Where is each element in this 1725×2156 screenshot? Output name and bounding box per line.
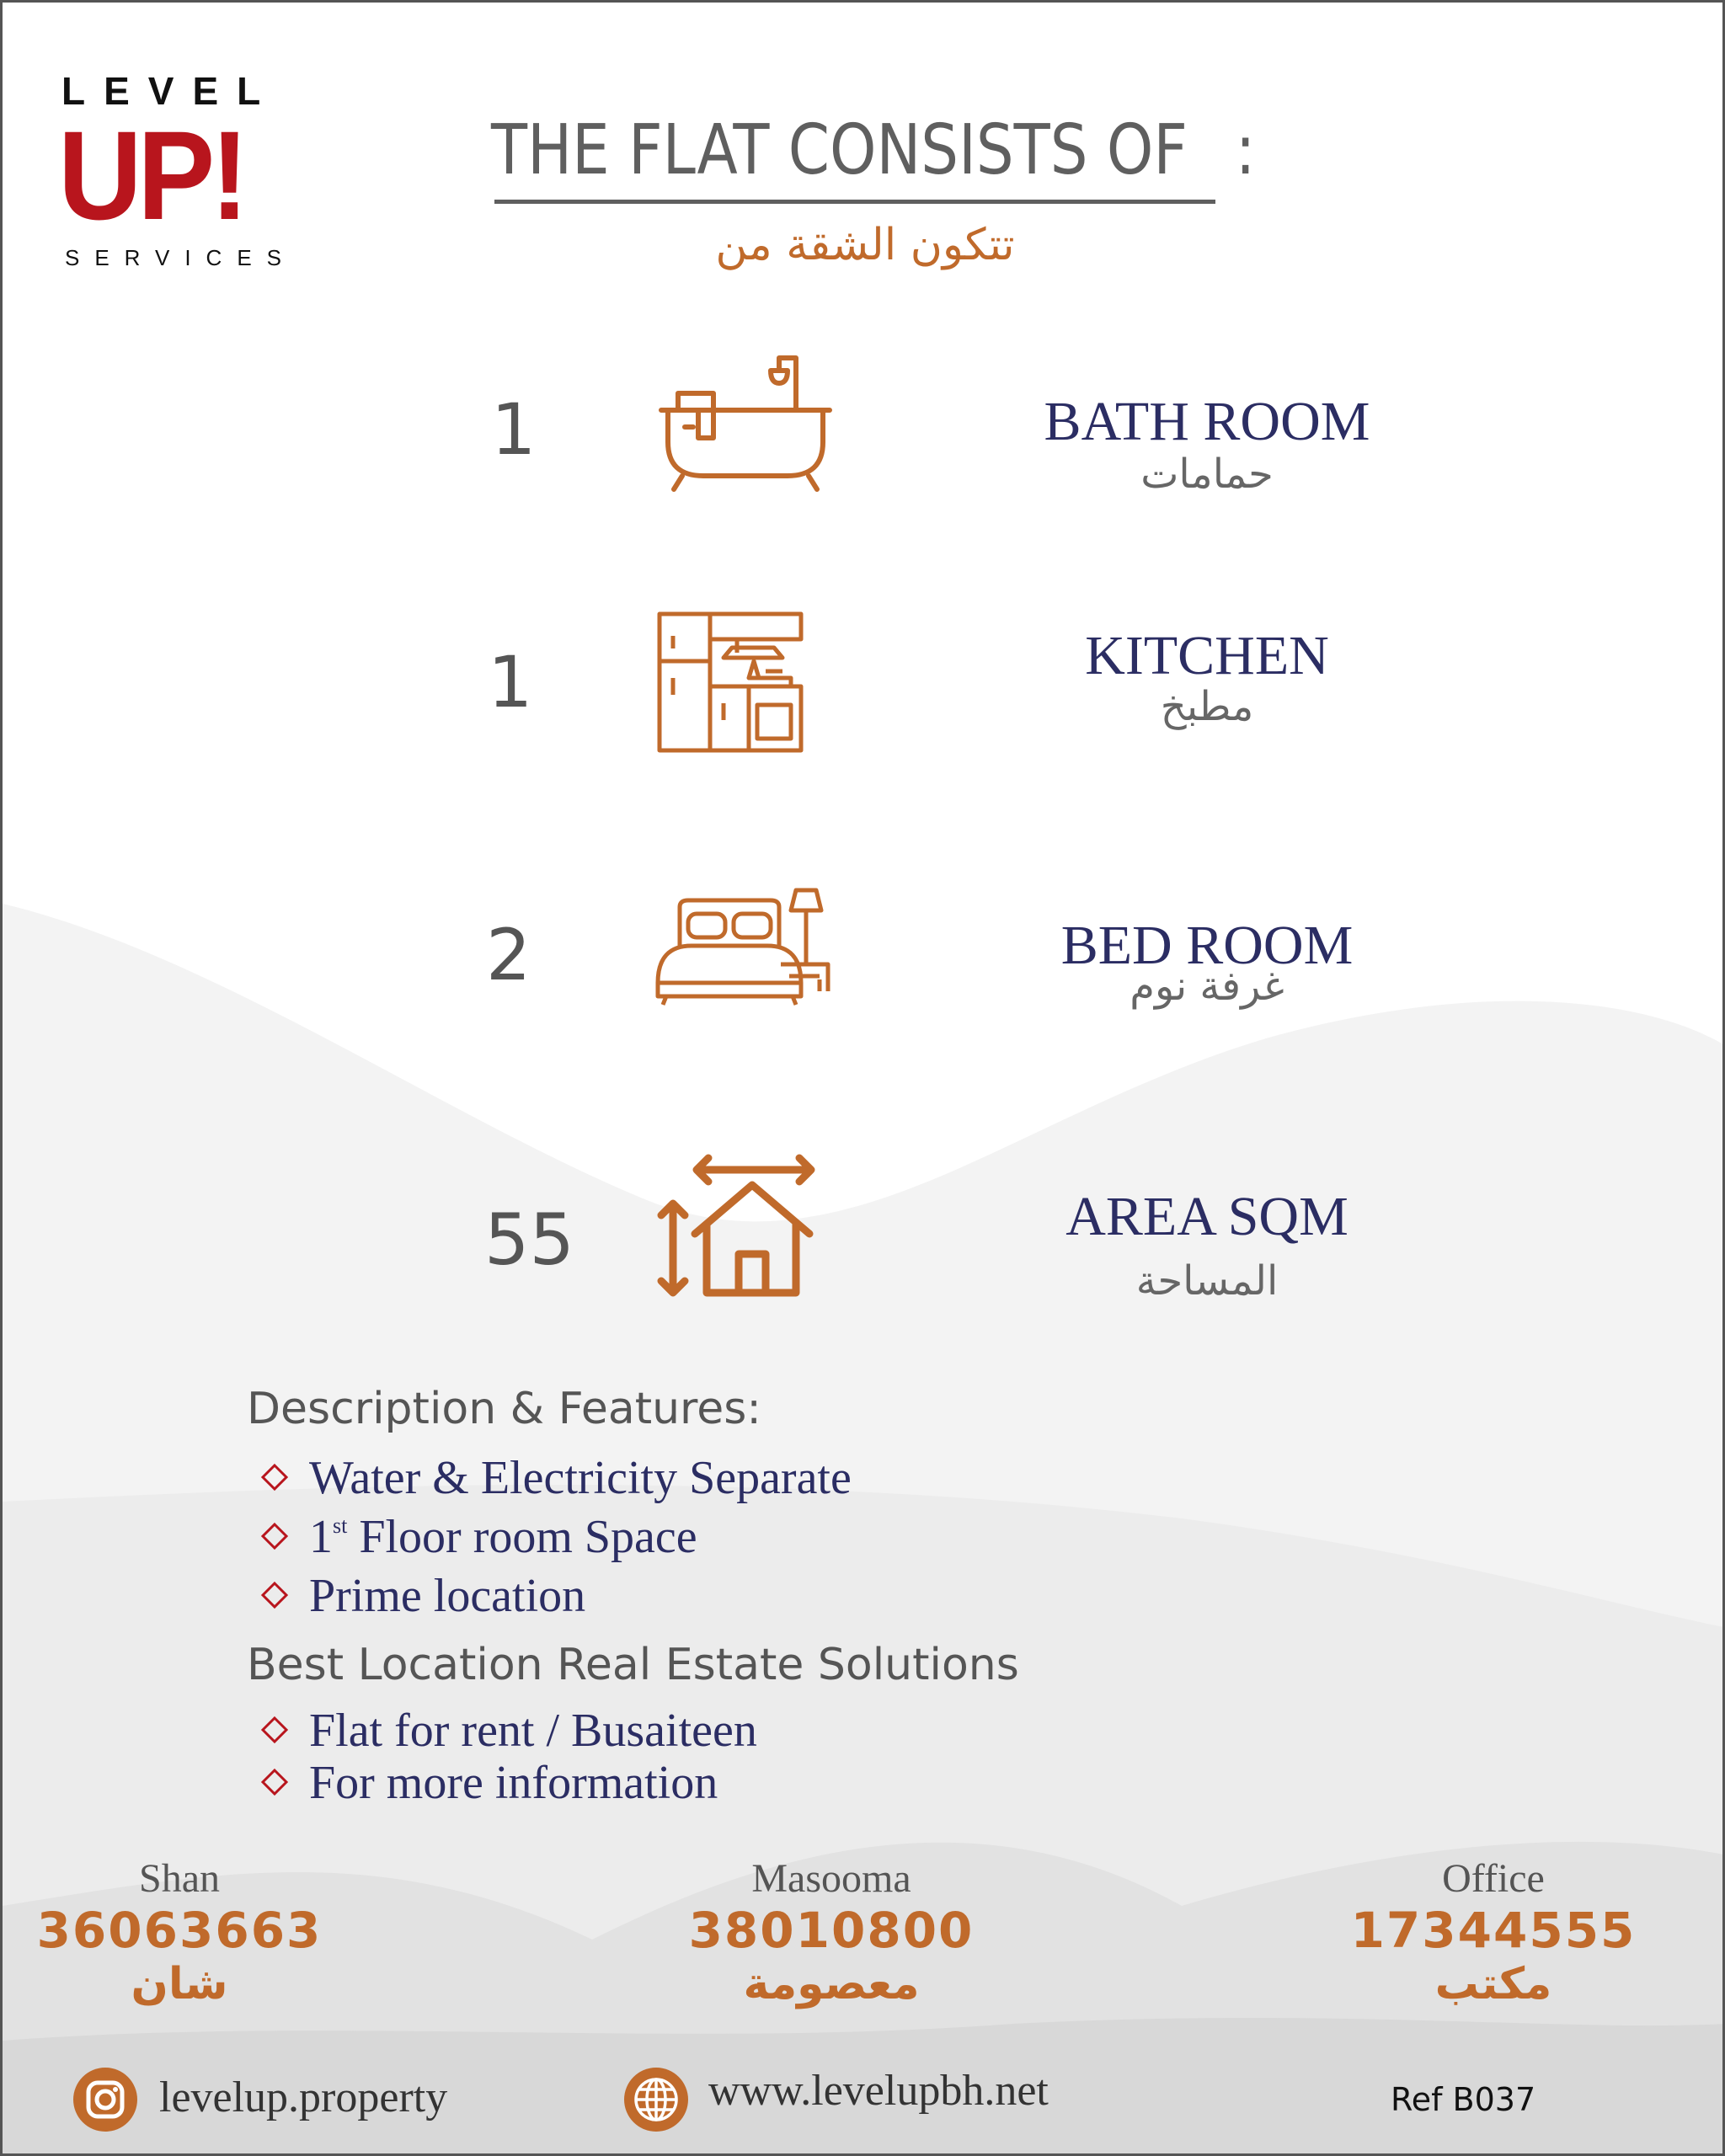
contact-name: Shan — [139, 1856, 220, 1901]
heading-colon: : — [1235, 110, 1256, 190]
contact-masooma — [688, 1855, 975, 2009]
contact-name: Masooma — [751, 1856, 911, 1901]
diamond-bullet-icon — [260, 1463, 289, 1492]
description-title: Description & Features: — [247, 1384, 761, 1434]
globe-icon[interactable] — [622, 2066, 690, 2133]
heading-title — [491, 110, 1256, 190]
contact-arabic: مكتب — [1434, 1959, 1552, 2009]
bathroom-label: BATH ROOM — [1044, 391, 1370, 452]
floor-text: Floor room Space — [359, 1511, 697, 1563]
area-label: AREA SQM — [1065, 1186, 1348, 1247]
page-heading — [491, 110, 1300, 190]
bathroom-arabic: حمامات — [1140, 451, 1274, 498]
area-count: 55 — [484, 1198, 574, 1281]
reference-code: Ref B037 — [1391, 2081, 1536, 2118]
feature-text: Prime location — [309, 1570, 586, 1622]
contact-number[interactable]: 38010800 — [688, 1902, 975, 1959]
logo-top-text: LEVEL — [61, 69, 280, 113]
kitchen-icon — [656, 611, 804, 754]
background-waves — [3, 3, 1725, 2156]
heading-underline — [494, 200, 1215, 204]
website-link[interactable]: www.levelupbh.net — [708, 2067, 1049, 2115]
logo-bottom-text: SERVICES — [65, 245, 297, 270]
contact-office — [1350, 1855, 1637, 2009]
diamond-bullet-icon — [260, 1768, 289, 1796]
floor-number: 1 — [309, 1511, 333, 1563]
contact-number[interactable]: 36063663 — [36, 1902, 323, 1959]
area-arabic: المساحة — [1135, 1257, 1279, 1305]
heading-arabic: تتكون الشقة من — [715, 220, 1015, 270]
diamond-bullet-icon — [260, 1716, 289, 1744]
solution-text: For more information — [309, 1757, 718, 1809]
solutions-title: Best Location Real Estate Solutions — [247, 1640, 1019, 1690]
feature-text — [309, 1510, 697, 1564]
logo-main-text: UP! — [58, 104, 245, 246]
bathroom-count: 1 — [491, 388, 537, 471]
contact-arabic: معصومة — [743, 1959, 920, 2009]
diamond-bullet-icon — [260, 1522, 289, 1550]
house-area-icon — [651, 1153, 820, 1298]
contact-name: Office — [1442, 1856, 1545, 1901]
kitchen-count: 1 — [488, 641, 533, 723]
heading-title-text: THE FLAT CONSISTS OF — [491, 110, 1188, 190]
floor-ordinal: st — [333, 1513, 348, 1538]
instagram-handle[interactable]: levelup.property — [159, 2073, 448, 2121]
diamond-bullet-icon — [260, 1581, 289, 1609]
bathtub-icon — [653, 350, 838, 493]
kitchen-arabic: مطبخ — [1160, 683, 1254, 730]
bedroom-label: BED ROOM — [1060, 915, 1354, 976]
instagram-icon[interactable] — [72, 2066, 139, 2133]
contact-shan — [36, 1855, 323, 2009]
feature-text: Water & Electricity Separate — [309, 1452, 852, 1504]
bedroom-count: 2 — [486, 914, 531, 996]
solution-text: Flat for rent / Busaiteen — [309, 1705, 757, 1757]
contact-number[interactable]: 17344555 — [1350, 1902, 1637, 1959]
kitchen-label: KITCHEN — [1085, 625, 1329, 686]
contact-arabic: شان — [131, 1959, 228, 2009]
bedroom-arabic: غرفة نوم — [1130, 963, 1284, 1010]
bed-icon — [654, 882, 833, 1006]
